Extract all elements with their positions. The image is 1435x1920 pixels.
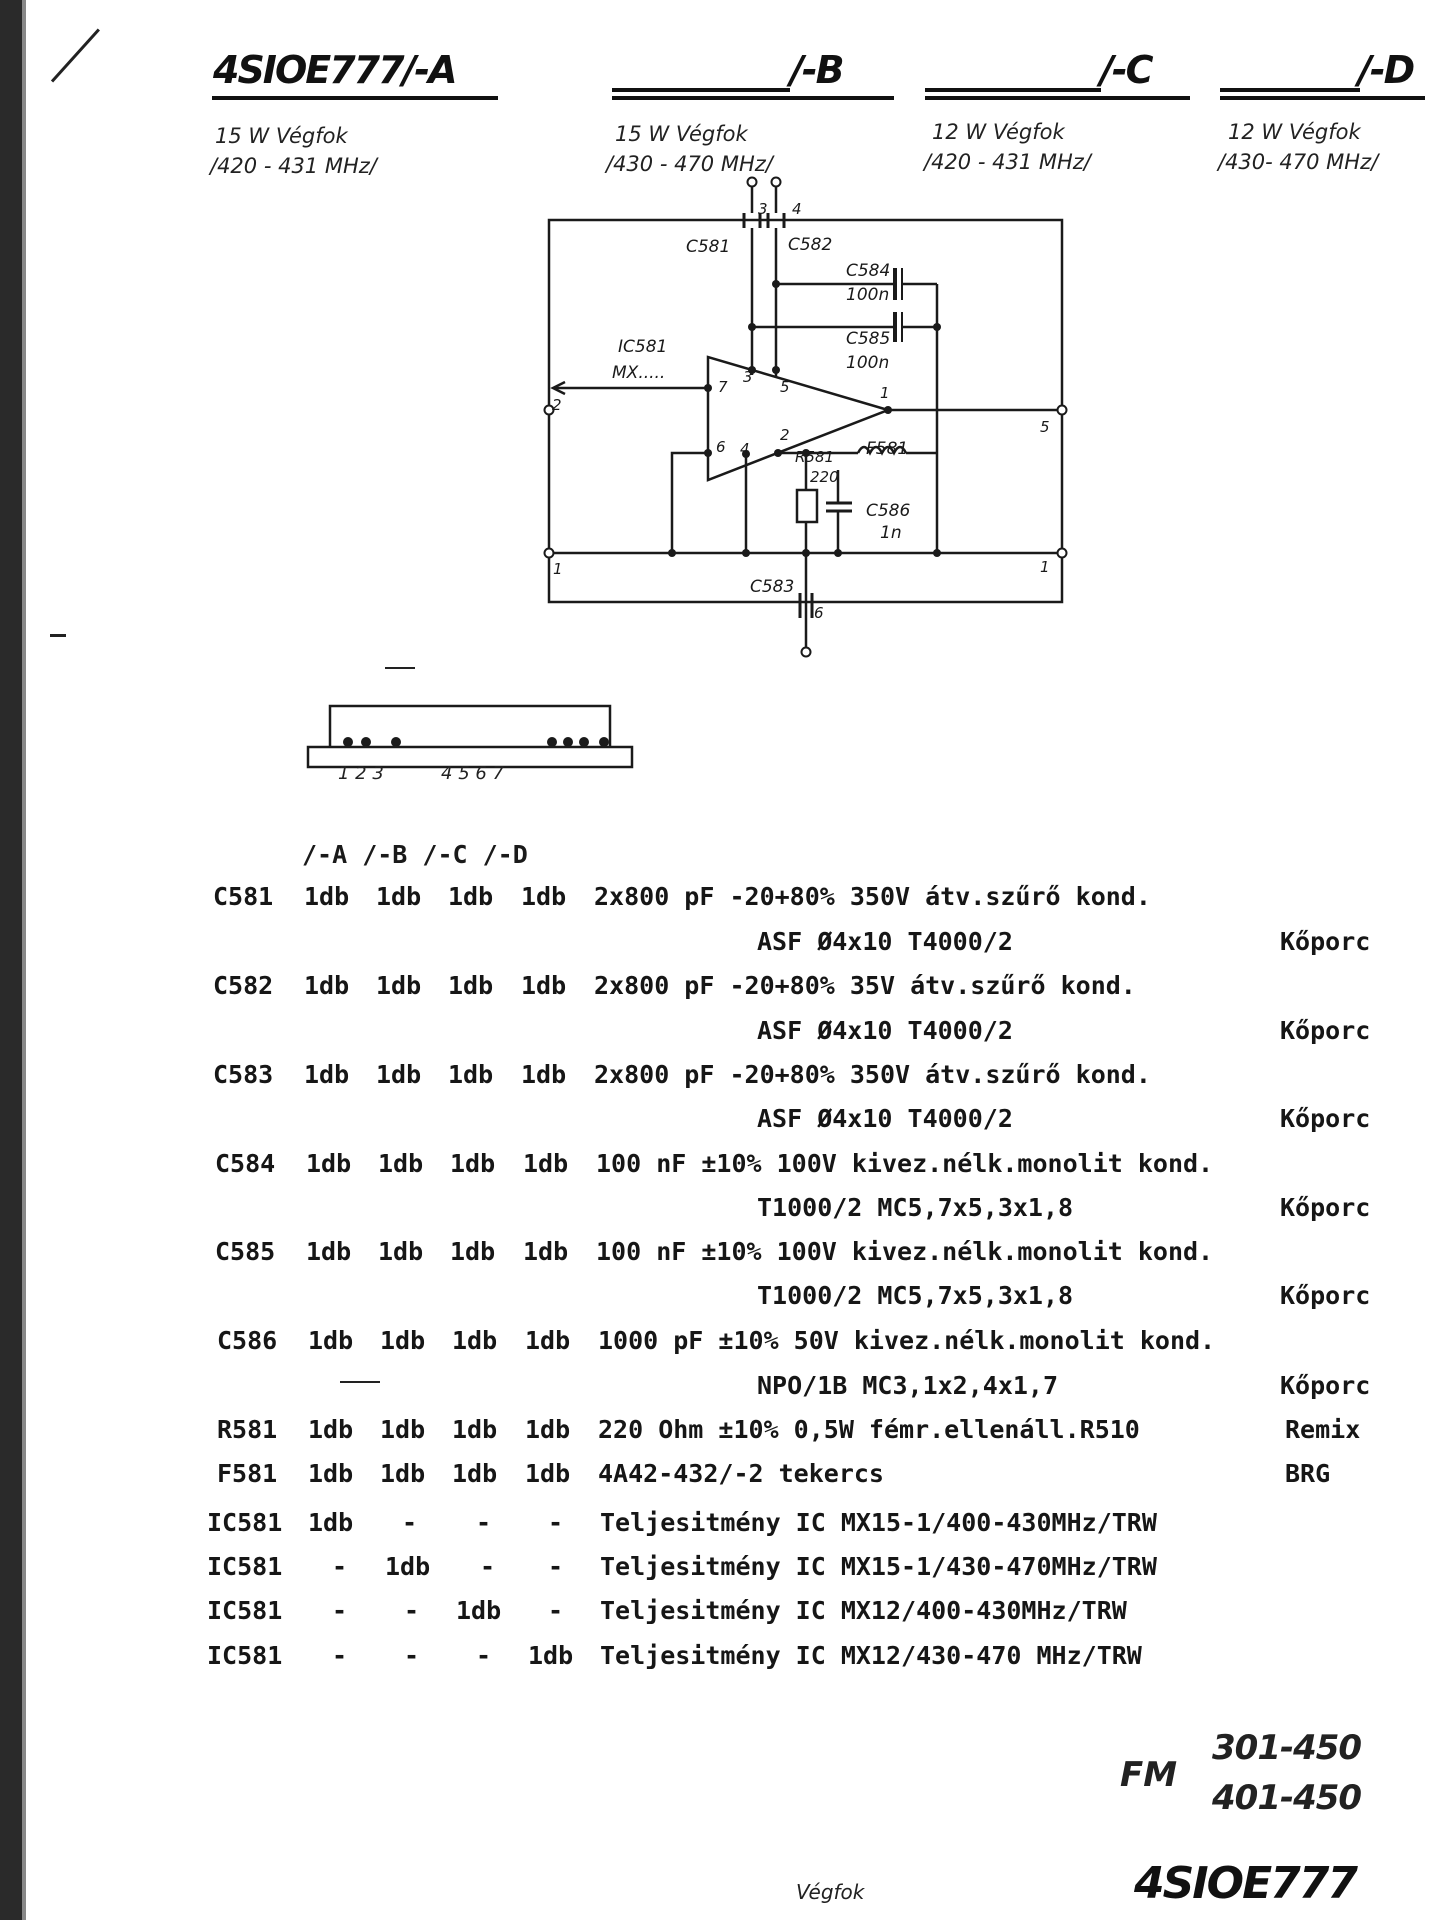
- qty-d: 1db: [525, 1415, 571, 1444]
- qty-d: -: [548, 1552, 564, 1581]
- label-pin5: 5: [780, 378, 790, 396]
- qty-d: 1db: [523, 1237, 569, 1266]
- label-c586: C586: [866, 501, 911, 521]
- qty-d: -: [548, 1596, 564, 1625]
- desc: Teljesitmény IC MX15-1/400-430MHz/TRW: [600, 1508, 1157, 1537]
- qty-b: 1db: [385, 1552, 431, 1581]
- qty-c: -: [476, 1641, 492, 1670]
- spec: ASF Ø4x10 T4000/2: [757, 1016, 1013, 1045]
- footer-fm-label: FM: [1120, 1755, 1178, 1795]
- bom-row-r581: [0, 1415, 1435, 1447]
- label-c585: C585: [846, 329, 891, 349]
- label-pin2: 2: [780, 426, 790, 444]
- qty-b: 1db: [380, 1459, 426, 1488]
- desc: 1000 pF ±10% 50V kivez.nélk.monolit kond.: [598, 1326, 1216, 1355]
- variant-a-power: 15 W Végfok: [215, 124, 348, 148]
- qty-c: 1db: [448, 882, 494, 911]
- label-ext1-left: 1: [553, 560, 563, 578]
- qty-d: 1db: [525, 1326, 571, 1355]
- qty-d: 1db: [521, 1060, 567, 1089]
- desc: Teljesitmény IC MX12/430-470 MHz/TRW: [600, 1641, 1142, 1670]
- ref: IC581: [207, 1508, 283, 1537]
- variant-b-band: /430 - 470 MHz/: [606, 152, 773, 176]
- footer-range-2: 401-450: [1212, 1778, 1362, 1818]
- bom-row-c583-spec: [0, 1104, 1435, 1136]
- manufacturer: BRG: [1285, 1459, 1331, 1488]
- qty-d: 1db: [521, 971, 567, 1000]
- footer-caption: Végfok: [796, 1880, 865, 1904]
- bom-row-f581: [0, 1459, 1435, 1491]
- ref: IC581: [207, 1552, 283, 1581]
- qty-c: 1db: [450, 1149, 496, 1178]
- schematic-diagram: [0, 0, 1435, 680]
- bom-row-c582-spec: [0, 1016, 1435, 1048]
- qty-d: 1db: [525, 1459, 571, 1488]
- label-c582: C582: [788, 235, 833, 255]
- ref: R581: [217, 1415, 278, 1444]
- label-pin7: 7: [718, 378, 728, 396]
- qty-b: 1db: [376, 971, 422, 1000]
- desc: 100 nF ±10% 100V kivez.nélk.monolit kond.: [596, 1149, 1214, 1178]
- label-c584: C584: [846, 261, 891, 281]
- variant-d-band: /430- 470 MHz/: [1218, 150, 1379, 174]
- label-ic581: IC581: [618, 337, 668, 357]
- spec: NPO/1B MC3,1x2,4x1,7: [757, 1371, 1059, 1400]
- qty-d: -: [548, 1508, 564, 1537]
- label-ext1-right: 1: [1040, 558, 1050, 576]
- qty-b: -: [404, 1596, 420, 1625]
- qty-b: 1db: [378, 1149, 424, 1178]
- desc: 2x800 pF -20+80% 350V átv.szűrő kond.: [594, 1060, 1151, 1089]
- variant-d-power: 12 W Végfok: [1228, 120, 1361, 144]
- qty-d: 1db: [528, 1641, 574, 1670]
- qty-a: 1db: [308, 1508, 354, 1537]
- label-f581: F581: [866, 439, 909, 459]
- bom-row-c583: [0, 1060, 1435, 1092]
- label-r581: R581: [795, 448, 835, 466]
- qty-c: -: [480, 1552, 496, 1581]
- bom-row-c584-spec: [0, 1193, 1435, 1225]
- bom-row-c581-spec: [0, 927, 1435, 959]
- qty-a: -: [332, 1552, 348, 1581]
- qty-d: 1db: [523, 1149, 569, 1178]
- qty-b: 1db: [376, 882, 422, 911]
- label-ext5: 5: [1040, 418, 1050, 436]
- desc: 2x800 pF -20+80% 35V átv.szűrő kond.: [594, 971, 1136, 1000]
- qty-c: 1db: [452, 1459, 498, 1488]
- label-pin1: 1: [880, 384, 890, 402]
- label-r581-value: 220: [810, 468, 839, 486]
- qty-a: 1db: [308, 1459, 354, 1488]
- manufacturer: Kőporc: [1280, 1016, 1371, 1045]
- variant-a-band: /420 - 431 MHz/: [210, 154, 377, 178]
- qty-a: 1db: [306, 1149, 352, 1178]
- label-c586-value: 1n: [880, 523, 902, 543]
- qty-b: -: [402, 1508, 418, 1537]
- label-ext3: 3: [758, 200, 768, 218]
- bom-row-ic581-b: [0, 1552, 1435, 1584]
- ref: IC581: [207, 1641, 283, 1670]
- bom-row-c581: [0, 882, 1435, 914]
- spec: T1000/2 MC5,7x5,3x1,8: [757, 1281, 1074, 1310]
- label-c583: C583: [750, 577, 795, 597]
- ref: F581: [217, 1459, 278, 1488]
- label-ic-type: MX.....: [612, 363, 666, 383]
- bom-row-ic581-d: [0, 1641, 1435, 1673]
- manufacturer: Kőporc: [1280, 1193, 1371, 1222]
- manufacturer: Remix: [1285, 1415, 1361, 1444]
- spec: ASF Ø4x10 T4000/2: [757, 927, 1013, 956]
- qty-a: 1db: [304, 882, 350, 911]
- label-ext6: 6: [814, 604, 824, 622]
- ref: C586: [217, 1326, 278, 1355]
- qty-d: 1db: [521, 882, 567, 911]
- desc: 220 Ohm ±10% 0,5W fémr.ellenáll.R510: [598, 1415, 1140, 1444]
- qty-c: 1db: [452, 1415, 498, 1444]
- label-pin6: 6: [716, 438, 726, 456]
- label-c584-value: 100n: [846, 285, 890, 305]
- qty-c: 1db: [450, 1237, 496, 1266]
- qty-b: 1db: [378, 1237, 424, 1266]
- spec: ASF Ø4x10 T4000/2: [757, 1104, 1013, 1133]
- qty-c: 1db: [448, 1060, 494, 1089]
- qty-b: 1db: [380, 1415, 426, 1444]
- bom-row-c585: [0, 1237, 1435, 1269]
- qty-a: 1db: [308, 1326, 354, 1355]
- qty-c: 1db: [448, 971, 494, 1000]
- qty-a: -: [332, 1641, 348, 1670]
- qty-a: 1db: [306, 1237, 352, 1266]
- qty-b: -: [404, 1641, 420, 1670]
- label-c585-value: 100n: [846, 353, 890, 373]
- bom-row-ic581-a: [0, 1508, 1435, 1540]
- spec: T1000/2 MC5,7x5,3x1,8: [757, 1193, 1074, 1222]
- bom-row-c586: [0, 1326, 1435, 1358]
- variant-c-band: /420 - 431 MHz/: [924, 150, 1091, 174]
- bom-row-c585-spec: [0, 1281, 1435, 1313]
- qty-a: 1db: [304, 1060, 350, 1089]
- variant-c-power: 12 W Végfok: [932, 120, 1065, 144]
- desc: Teljesitmény IC MX15-1/430-470MHz/TRW: [600, 1552, 1157, 1581]
- qty-c: 1db: [452, 1326, 498, 1355]
- manufacturer: Kőporc: [1280, 927, 1371, 956]
- connector-pin-numbers: 1 2 3 4 5 6 7: [338, 763, 504, 784]
- bom-row-c582: [0, 971, 1435, 1003]
- label-ext2: 2: [552, 396, 562, 414]
- variant-code-c: /-C: [1100, 48, 1152, 92]
- ref: C582: [213, 971, 274, 1000]
- manufacturer: Kőporc: [1280, 1371, 1371, 1400]
- desc: 4A42-432/-2 tekercs: [598, 1459, 884, 1488]
- label-c581: C581: [686, 237, 731, 257]
- manufacturer: Kőporc: [1280, 1104, 1371, 1133]
- ref: IC581: [207, 1596, 283, 1625]
- ref: C581: [213, 882, 274, 911]
- desc: 2x800 pF -20+80% 350V átv.szűrő kond.: [594, 882, 1151, 911]
- variant-code-b: /-B: [790, 48, 843, 92]
- footer-range-1: 301-450: [1212, 1728, 1362, 1768]
- qty-c: -: [476, 1508, 492, 1537]
- r581-body: [797, 490, 817, 522]
- bom-column-header: /-A /-B /-C /-D: [302, 840, 528, 869]
- qty-a: 1db: [308, 1415, 354, 1444]
- bom-row-ic581-c: [0, 1596, 1435, 1628]
- variant-code-a: 4SIOE777/-A: [213, 48, 456, 92]
- manufacturer: Kőporc: [1280, 1281, 1371, 1310]
- qty-b: 1db: [376, 1060, 422, 1089]
- qty-b: 1db: [380, 1326, 426, 1355]
- footer-document-code: 4SIOE777: [1134, 1858, 1356, 1909]
- label-ext4: 4: [792, 200, 802, 218]
- variant-b-power: 15 W Végfok: [615, 122, 748, 146]
- label-pin4: 4: [740, 440, 750, 458]
- qty-a: -: [332, 1596, 348, 1625]
- variant-code-d: /-D: [1358, 48, 1414, 92]
- bom-row-c586-spec: [0, 1371, 1435, 1403]
- ref: C585: [215, 1237, 276, 1266]
- ref: C583: [213, 1060, 274, 1089]
- label-pin3: 3: [743, 368, 753, 386]
- bom-row-c584: [0, 1149, 1435, 1181]
- qty-c: 1db: [456, 1596, 502, 1625]
- qty-a: 1db: [304, 971, 350, 1000]
- desc: 100 nF ±10% 100V kivez.nélk.monolit kond.: [596, 1237, 1214, 1266]
- desc: Teljesitmény IC MX12/400-430MHz/TRW: [600, 1596, 1127, 1625]
- ref: C584: [215, 1149, 276, 1178]
